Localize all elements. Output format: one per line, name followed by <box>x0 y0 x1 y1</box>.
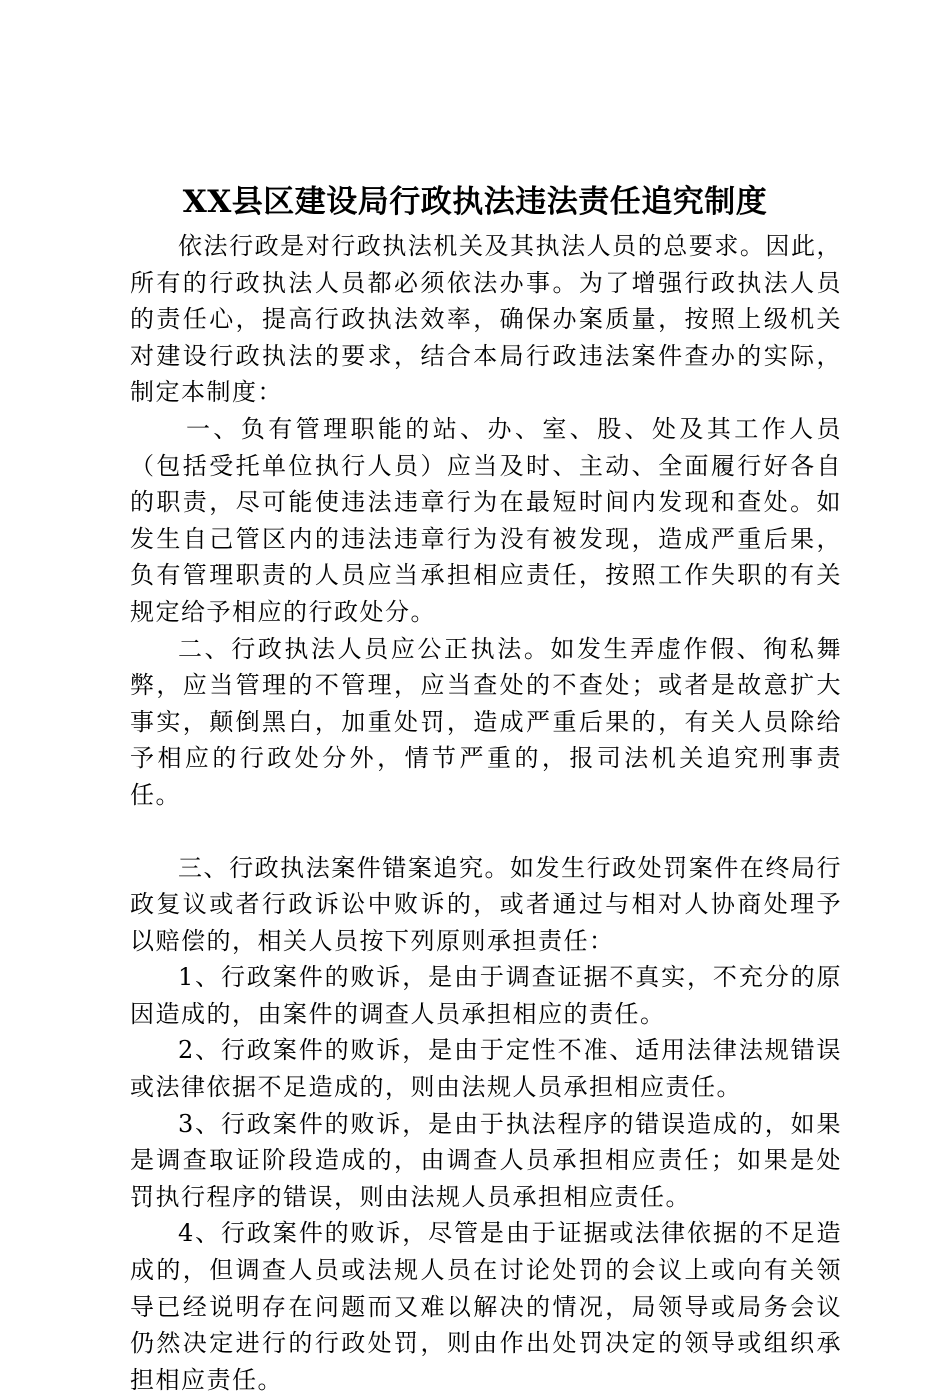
rule-1-paragraph: 1、行政案件的败诉，是由于调查证据不真实，不充分的原因造成的，由案件的调查人员承担相应的责任。 <box>130 963 842 1028</box>
rule-4-paragraph: 4、行政案件的败诉，尽管是由于证据或法律依据的不足造成的，但调查人员或法规人员在讨论处罚的会议上或向有关领导已经说明存在问题而又难以解决的情况，局领导或局务会议仍然决定进行的行政处罚，则由作出处罚决定的领导或组织承担相应责任。 <box>130 1219 842 1394</box>
document-body <box>130 228 842 1398</box>
section-3-paragraph: 三、行政执法案件错案追究。如发生行政处罚案件在终局行政复议或者行政诉讼中败诉的，或者通过与相对人协商处理予以赔偿的，相关人员按下列原则承担责任： <box>130 853 842 955</box>
section-2-paragraph: 二、行政执法人员应公正执法。如发生弄虚作假、徇私舞弊，应当管理的不管理，应当查处的不查处；或者是故意扩大事实，颠倒黑白，加重处罚，造成严重后果的，有关人员除给予相应的行政处分外，情节严重的，报司法机关追究刑事责任。 <box>130 634 842 809</box>
rule-3-paragraph: 3、行政案件的败诉，是由于执法程序的错误造成的，如果是调查取证阶段造成的，由调查人员承担相应责任；如果是处罚执行程序的错误，则由法规人员承担相应责任。 <box>130 1109 842 1211</box>
intro-paragraph: 依法行政是对行政执法机关及其执法人员的总要求。因此，所有的行政执法人员都必须依法办事。为了增强行政执法人员的责任心，提高行政执法效率，确保办案质量，按照上级机关对建设行政执法的要求，结合本局行政违法案件查办的实际，制定本制度： <box>130 232 842 407</box>
section-1-paragraph: 一、负有管理职能的站、办、室、股、处及其工作人员（包括受托单位执行人员）应当及时、主动、全面履行好各自的职责，尽可能使违法违章行为在最短时间内发现和查处。如发生自己管区内的违法违章行为没有被发现，造成严重后果，负有管理职责的人员应当承担相应责任，按照工作失职的有关规定给予相应的行政处分。 <box>130 414 842 626</box>
rule-2-paragraph: 2、行政案件的败诉，是由于定性不准、适用法律法规错误或法律依据不足造成的，则由法规人员承担相应责任。 <box>130 1036 842 1102</box>
document-title: XX县区建设局行政执法违法责任追究制度 <box>182 184 768 220</box>
